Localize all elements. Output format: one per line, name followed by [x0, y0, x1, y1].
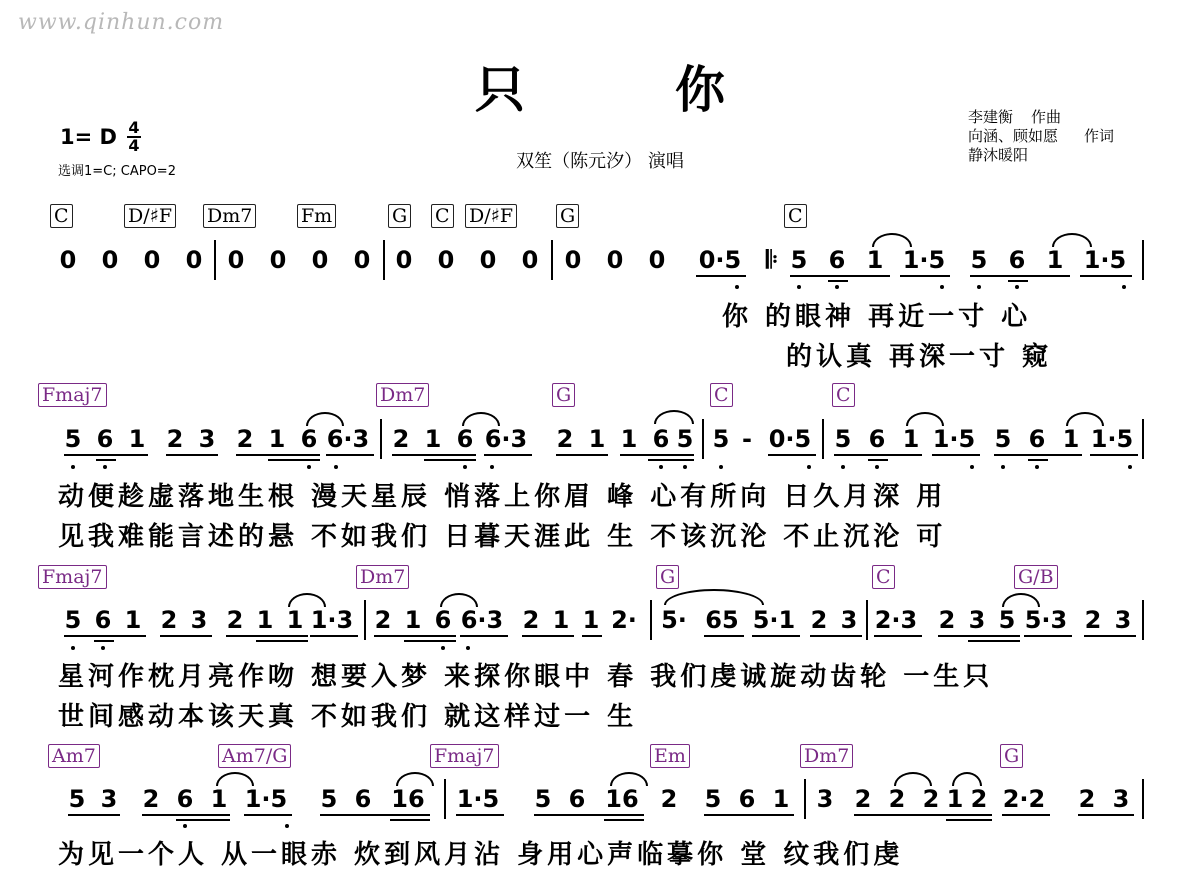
note: 1 — [210, 785, 228, 813]
note: 0 — [606, 246, 624, 274]
note: 1 — [424, 425, 442, 453]
note: 6·3 — [484, 425, 528, 453]
note: 5 — [834, 425, 852, 453]
lyric-line: 星河作枕月亮作吻 想要入梦 来探你眼中 春 我们虔诚旋动齿轮 一生只 — [58, 662, 994, 692]
note: 3 — [100, 785, 118, 813]
note: 5·1 — [752, 606, 796, 634]
note: 0 — [269, 246, 287, 274]
singer-credit: 双笙（陈元汐） 演唱 — [516, 151, 684, 172]
note: 0·5 — [768, 425, 812, 453]
note: 2 — [556, 425, 574, 453]
chord: Am7 — [48, 744, 100, 768]
note: 2 — [522, 606, 540, 634]
note: 3 — [1112, 785, 1130, 813]
note: 0 — [648, 246, 666, 274]
note: 6 — [1008, 246, 1026, 274]
note: 1 — [866, 246, 884, 274]
note: 1 — [588, 425, 606, 453]
note: 6 — [94, 606, 112, 634]
lyric-line: 见我难能言述的悬 不如我们 日暮天涯此 生 不该沉沦 不止沉沦 可 — [58, 522, 947, 552]
note: 6 — [828, 246, 846, 274]
note: 5 — [676, 425, 694, 453]
note: 3 — [840, 606, 858, 634]
lyric-line: 为见一个人 从一眼赤 炊到风月沾 身用心声临摹你 堂 纹我们虔 — [58, 840, 904, 870]
note: 6 — [176, 785, 194, 813]
note: 2 — [854, 785, 872, 813]
chord: G — [656, 565, 679, 589]
note: 0 — [437, 246, 455, 274]
chord: C — [710, 383, 733, 407]
staff-row-2 — [0, 425, 1200, 465]
note: 0 — [479, 246, 497, 274]
note: 2 — [142, 785, 160, 813]
note: 2 — [1084, 606, 1102, 634]
note: 16 — [605, 785, 639, 813]
note: 5 — [998, 606, 1016, 634]
time-unit: 4 — [128, 136, 140, 155]
note: 5 — [970, 246, 988, 274]
note: 1 — [256, 606, 274, 634]
title-char-1: 只 — [475, 60, 525, 119]
chord: G — [552, 383, 575, 407]
note: 3 — [198, 425, 216, 453]
note: 1 — [404, 606, 422, 634]
note: 0 — [143, 246, 161, 274]
chord: G/B — [1014, 565, 1058, 589]
chord: C — [872, 565, 895, 589]
key-label: 1= D — [60, 125, 117, 149]
note: 1·5 — [1090, 425, 1134, 453]
note: 6·3 — [326, 425, 370, 453]
note: 2 — [166, 425, 184, 453]
note: 5·3 — [1024, 606, 1068, 634]
time-beats: 4 — [128, 118, 140, 137]
chord: Dm7 — [203, 204, 256, 228]
watermark: www.qinhun.com — [18, 10, 225, 35]
note: 6 — [434, 606, 452, 634]
note: 1·3 — [310, 606, 354, 634]
title-char-2: 你 — [675, 60, 725, 119]
chord: Fmaj7 — [38, 383, 107, 407]
note: 2 — [938, 606, 956, 634]
note: 2 — [888, 785, 906, 813]
note: 2·3 — [874, 606, 918, 634]
chord: Fmaj7 — [38, 565, 107, 589]
chord: D/♯F — [465, 204, 517, 228]
note: 1 — [552, 606, 570, 634]
note: 3 — [816, 785, 834, 813]
note: 0 — [521, 246, 539, 274]
note: 6 — [1028, 425, 1046, 453]
note: 1·5 — [1083, 246, 1127, 274]
note: 1·5 — [902, 246, 946, 274]
note: 2 — [810, 606, 828, 634]
note: 1·5 — [456, 785, 500, 813]
note: 6·3 — [460, 606, 504, 634]
note: 0 — [353, 246, 371, 274]
note: 1 — [902, 425, 920, 453]
chord: C — [832, 383, 855, 407]
chord: C — [784, 204, 807, 228]
chord: G — [388, 204, 411, 228]
composer-role: 作曲 — [1031, 108, 1062, 126]
note: 2 — [1078, 785, 1096, 813]
repeat-sign: 𝄆 — [766, 246, 778, 274]
note: 6 — [652, 425, 670, 453]
note: 6 — [568, 785, 586, 813]
chord: Dm7 — [376, 383, 429, 407]
note: 6 — [738, 785, 756, 813]
note: 2 — [392, 425, 410, 453]
note: 5 — [320, 785, 338, 813]
chord: Em — [650, 744, 690, 768]
note: 1 — [286, 606, 304, 634]
chord: G — [556, 204, 579, 228]
staff-row-3 — [0, 606, 1200, 646]
capo-note: 选调1=C; CAPO=2 — [58, 164, 176, 179]
composer-name: 李建衡 — [968, 108, 1014, 126]
chord: Fmaj7 — [430, 744, 499, 768]
note: 3 — [1114, 606, 1132, 634]
note: 5 — [64, 425, 82, 453]
note: 16 — [391, 785, 425, 813]
note: 1 — [946, 785, 964, 813]
note: 2 — [922, 785, 940, 813]
note: - — [742, 425, 752, 453]
note: 0 — [227, 246, 245, 274]
note: 1 — [268, 425, 286, 453]
chord: Dm7 — [356, 565, 409, 589]
note: 0 — [101, 246, 119, 274]
note: 1·5 — [932, 425, 976, 453]
lyricist-role: 作词 — [1084, 127, 1115, 145]
note: 1 — [124, 606, 142, 634]
note: 6 — [354, 785, 372, 813]
lyricist-name: 向涵、顾如愿 — [968, 127, 1059, 145]
note: 2· — [611, 606, 637, 634]
chord: Fm — [297, 204, 336, 228]
note: 0 — [311, 246, 329, 274]
note: 1·5 — [244, 785, 288, 813]
lyric-line: 的认真 再深一寸 窥 — [786, 342, 1053, 372]
note: 5 — [68, 785, 86, 813]
note: 0 — [59, 246, 77, 274]
note: 0 — [395, 246, 413, 274]
note: 5 — [704, 785, 722, 813]
note: 1 — [128, 425, 146, 453]
chord: C — [431, 204, 454, 228]
note: 1 — [1062, 425, 1080, 453]
chord: Am7/G — [218, 744, 291, 768]
chord: D/♯F — [124, 204, 176, 228]
note: 6 — [300, 425, 318, 453]
note: 1 — [620, 425, 638, 453]
note: 2 — [236, 425, 254, 453]
note: 65 — [705, 606, 739, 634]
chord: Dm7 — [800, 744, 853, 768]
lyric-line: 动便趁虚落地生根 漫天星辰 悄落上你眉 峰 心有所向 日久月深 用 — [58, 482, 947, 512]
note: 2 — [226, 606, 244, 634]
note: 3 — [968, 606, 986, 634]
note: 6 — [456, 425, 474, 453]
note: 5 — [994, 425, 1012, 453]
chord: C — [50, 204, 73, 228]
note: 6 — [868, 425, 886, 453]
note: 5· — [661, 606, 687, 634]
note: 2 — [970, 785, 988, 813]
lyric-line: 世间感动本该天真 不如我们 就这样过一 生 — [58, 702, 638, 732]
note: 0·5 — [698, 246, 742, 274]
note: 0 — [564, 246, 582, 274]
note: 5 — [534, 785, 552, 813]
note: 5 — [790, 246, 808, 274]
lyric-line: 你 的眼神 再近一寸 心 — [722, 302, 1032, 332]
note: 6 — [96, 425, 114, 453]
note: 1 — [1046, 246, 1064, 274]
chord: G — [1000, 744, 1023, 768]
note: 2 — [660, 785, 678, 813]
note: 5 — [64, 606, 82, 634]
note: 1 — [772, 785, 790, 813]
note: 2 — [374, 606, 392, 634]
note: 0 — [185, 246, 203, 274]
note: 5 — [712, 425, 730, 453]
note: 2·2 — [1002, 785, 1046, 813]
note: 2 — [160, 606, 178, 634]
note: 1 — [582, 606, 600, 634]
note: 3 — [190, 606, 208, 634]
arranger-name: 静沐暖阳 — [968, 146, 1029, 164]
credits — [968, 108, 1114, 165]
